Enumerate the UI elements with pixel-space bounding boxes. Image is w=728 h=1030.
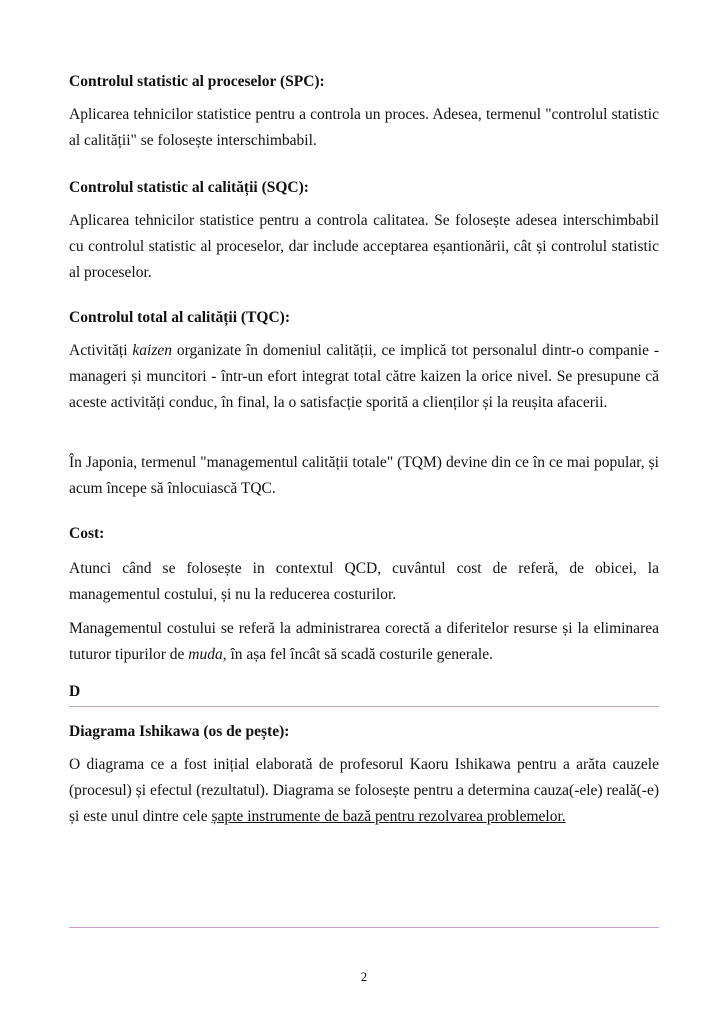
sqc-heading: Controlul statistic al calității (SQC): bbox=[69, 179, 309, 196]
ishikawa-body bbox=[69, 752, 659, 830]
spc-body: Aplicarea tehnicilor statistice pentru a controla un proces. Adesea, termenul "controlul statistic al calității" se folosește interschimbabil. bbox=[69, 106, 659, 149]
spc-heading: Controlul statistic al proceselor (SPC): bbox=[69, 73, 325, 90]
tqc-p1-start: Activități bbox=[69, 342, 133, 359]
tqc-heading: Controlul total al calității (TQC): bbox=[69, 309, 290, 326]
ishikawa-heading: Diagrama Ishikawa (os de pește): bbox=[69, 723, 290, 740]
ishikawa-body-text: O diagrama ce a fost inițial elaborată de profesorul Kaoru Ishikawa pentru a arăta cauzele (procesul) și efectul (rezultatul). Diagrama se folosește pentru a determina cauza(-ele) reală(-e) și este unul dintre cele bbox=[69, 756, 659, 825]
tqc-paragraph-1 bbox=[69, 338, 659, 416]
sqc-body: Aplicarea tehnicilor statistice pentru a controla calitatea. Se folosește adesea interschimbabil cu controlul statistic al proceselor, dar include acceptarea eșantionării, cât și controlul statistic al proceselor. bbox=[69, 212, 659, 281]
letter-d-section-divider bbox=[69, 680, 659, 707]
cost-heading: Cost: bbox=[69, 525, 105, 542]
cost-paragraph-1: Atunci când se folosește in contextul QCD, cuvântul cost de referă, de obicei, la managementul costului, și nu la reducerea costurilor. bbox=[69, 560, 659, 603]
footer-rule bbox=[69, 927, 659, 928]
page-number: 2 bbox=[360, 969, 368, 984]
seven-tools-link[interactable]: șapte instrumente de bază pentru rezolvarea problemelor. bbox=[211, 808, 566, 825]
cost-p2-muda: muda bbox=[188, 646, 223, 663]
letter-d-heading: D bbox=[69, 683, 81, 700]
cost-paragraph-2 bbox=[69, 616, 659, 668]
tqc-p1-kaizen: kaizen bbox=[132, 342, 172, 359]
cost-p2-start: Managementul costului se referă la administrarea corectă a diferitelor resurse și la eliminarea tuturor tipurilor de bbox=[69, 620, 659, 663]
cost-p2-end: , în așa fel încât să scadă costurile generale. bbox=[222, 646, 493, 663]
tqc-p1-end: organizate în domeniul calității, ce implică tot personalul dintr-o companie - manageri și muncitori - într-un efort integrat total către kaizen la orice nivel. Se presupune că aceste activități conduc, în final, la o satisfacție sporită a clienților și la reușita afacerii. bbox=[69, 342, 659, 411]
tqc-paragraph-2: În Japonia, termenul "managementul calității totale" (TQM) devine din ce în ce mai popular, și acum începe să înlocuiască TQC. bbox=[69, 454, 659, 497]
